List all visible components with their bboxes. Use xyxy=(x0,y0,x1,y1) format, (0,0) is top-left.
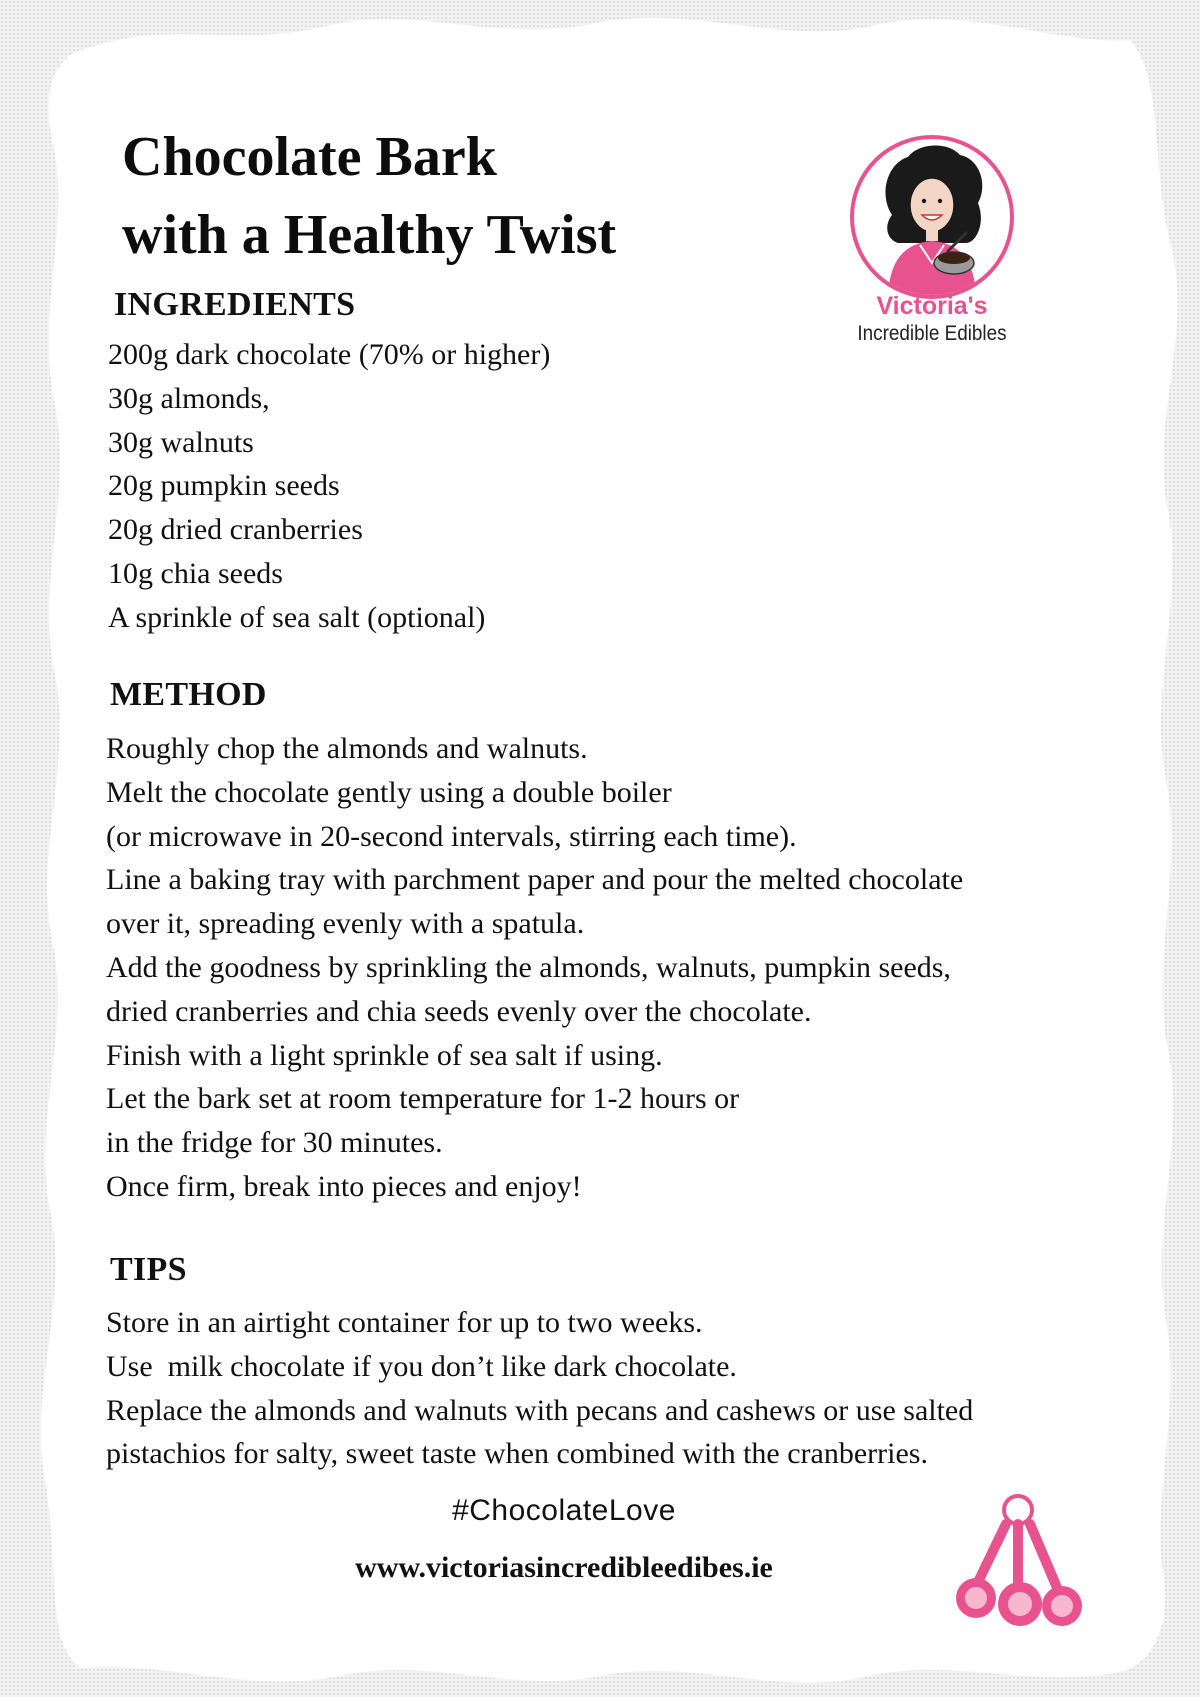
method-line: Add the goodness by sprinkling the almonds, walnuts, pumpkin seeds, xyxy=(106,950,951,984)
recipe-title xyxy=(122,118,616,274)
method-line: Roughly chop the almonds and walnuts. xyxy=(106,732,588,765)
brand-subtitle: Incredible Edibles xyxy=(857,322,1007,345)
measuring-spoons-icon xyxy=(948,1490,1090,1636)
method-line: Let the bark set at room temperature for 1-2 hours or xyxy=(106,1082,740,1116)
ingredient-item: 30g almonds, xyxy=(108,381,270,415)
method-line: Melt the chocolate gently using a double boiler xyxy=(106,775,672,809)
method-line: Line a baking tray with parchment paper and pour the melted chocolate xyxy=(106,863,964,897)
ingredients-heading: INGREDIENTS xyxy=(114,286,356,323)
tip-line: Replace the almonds and walnuts with pecans and cashews or use salted xyxy=(106,1393,974,1427)
ingredients-list xyxy=(108,333,550,640)
method-line: (or microwave in 20-second intervals, stirring each time). xyxy=(106,819,797,853)
tip-line: Store in an airtight container for up to two weeks. xyxy=(106,1306,703,1339)
method-line: in the fridge for 30 minutes. xyxy=(106,1126,443,1160)
tips-list xyxy=(106,1301,973,1476)
ingredient-item: 20g dried cranberries xyxy=(108,513,363,547)
chef-portrait-logo-icon xyxy=(848,133,1016,301)
method-steps xyxy=(106,727,963,1209)
method-line: dried cranberries and chia seeds evenly over the chocolate. xyxy=(106,994,812,1028)
ingredient-item: A sprinkle of sea salt (optional) xyxy=(108,600,486,634)
method-heading: METHOD xyxy=(110,676,267,713)
tip-line: pistachios for salty, sweet taste when combined with the cranberries. xyxy=(106,1437,928,1471)
recipe-title-line-2: with a Healthy Twist xyxy=(122,204,617,266)
method-line: Finish with a light sprinkle of sea salt if using. xyxy=(106,1038,663,1072)
ingredient-item: 30g walnuts xyxy=(108,425,254,459)
brand-name: Victoria's xyxy=(876,292,988,320)
method-line: Once firm, break into pieces and enjoy! xyxy=(106,1169,582,1203)
tips-heading: TIPS xyxy=(110,1251,187,1288)
ingredient-item: 200g dark chocolate (70% or higher) xyxy=(108,338,551,371)
hashtag: #ChocolateLove xyxy=(452,1494,676,1527)
tip-line: Use milk chocolate if you don’t like dark chocolate. xyxy=(106,1349,737,1383)
ingredient-item: 10g chia seeds xyxy=(108,556,283,590)
ingredient-item: 20g pumpkin seeds xyxy=(108,469,340,503)
website-link[interactable]: www.victoriasincredibleedibes.ie xyxy=(355,1551,773,1584)
method-line: over it, spreading evenly with a spatula. xyxy=(106,907,585,941)
recipe-title-line-1: Chocolate Bark xyxy=(122,126,497,188)
